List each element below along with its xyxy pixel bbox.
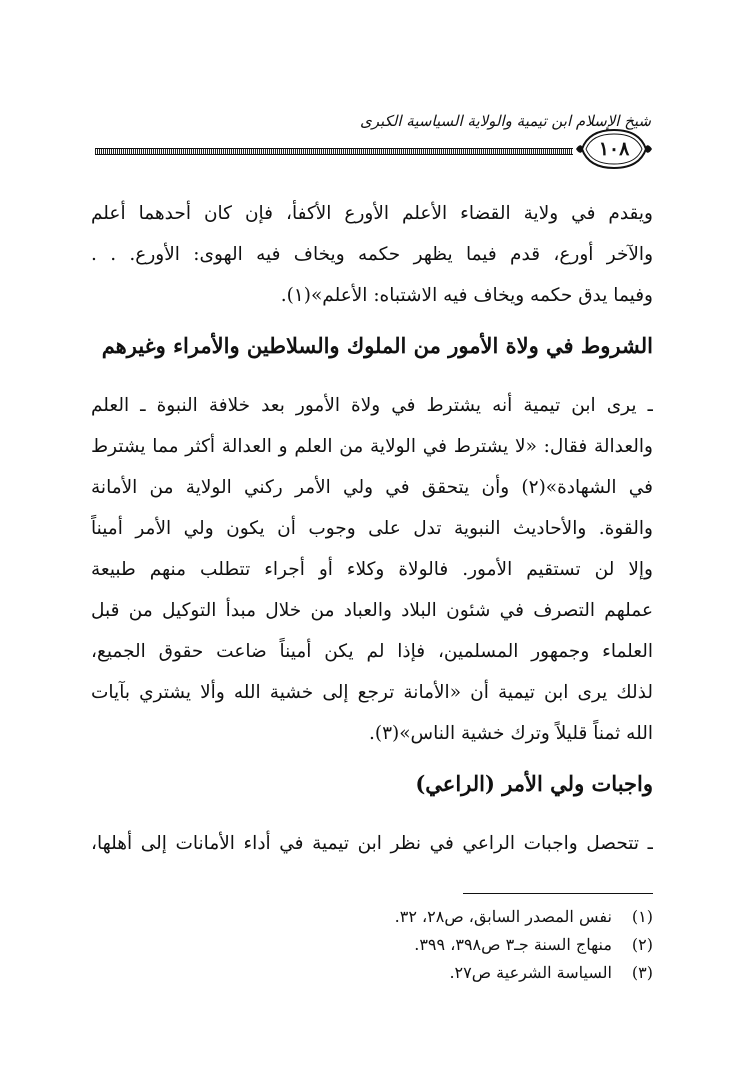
text-line: وفيما يدق حكمه ويخاف فيه الاشتباه: الأعلم»(١). [280,285,653,306]
text-line: العلماء وجمهور المسلمين، فإذا لم يكن أميناً ضاعت حقوق الجميع، [91,641,653,662]
footnote-text: نفس المصدر السابق، ص٢٨، ٣٢. [394,907,612,926]
page-number-badge [574,126,654,172]
footnote [91,959,653,987]
footnote-text: السياسة الشرعية ص٢٧. [449,963,612,982]
footnote-text: منهاج السنة جـ٣ ص٣٩٨، ٣٩٩. [414,935,612,954]
text-line: والعدالة فقال: «لا يشترط في الولاية من العلم و العدالة أكثر مما يشترط [91,436,653,457]
footnote-mark: (٣) [631,963,653,982]
text-line: ويقدم في ولاية القضاء الأعلم الأورع الأكفأ، فإن كان أحدهما أعلم [91,203,653,224]
footnote-rule [463,893,653,894]
text-line: ـ تتحصل واجبات الراعي في نظر ابن تيمية في أداء الأمانات إلى أهلها، [91,833,653,854]
text-line: في الشهادة»(٢) وأن يتحقق في ولي الأمر ركني الولاية من الأمانة [91,477,653,498]
paragraph-1 [91,193,653,316]
text-line: والقوة. والأحاديث النبوية تدل على وجوب أن يكون ولي الأمر أميناً [91,518,653,539]
section-heading: واجبات ولي الأمر (الراعي) [415,771,653,796]
page-number: ١٠٨ [598,138,630,160]
text-line: ـ يرى ابن تيمية أنه يشترط في ولاة الأمور بعد خلافة النبوة ـ العلم [91,395,653,416]
footnote [91,931,653,959]
paragraph-2 [91,385,653,754]
text-line: الله ثمناً قليلاً وترك خشية الناس»(٣). [368,723,653,744]
running-head: شيخ الإسلام ابن تيمية والولاية السياسية الكبرى [359,112,651,130]
footnote-mark: (١) [631,907,653,926]
text-line: لذلك يرى ابن تيمية أن «الأمانة ترجع إلى خشية الله وألا يشتري بآيات [91,682,653,703]
footnote [91,903,653,931]
text-line: عملهم التصرف في شئون البلاد والعباد من خلال مبدأ التوكيل من قبل [91,600,653,621]
text-line: وإلا لن تستقيم الأمور. فالولاة وكلاء أو أجراء تتطلب منهم طبيعة [91,559,653,580]
footnotes [91,903,653,987]
section-heading: الشروط في ولاة الأمور من الملوك والسلاطين والأمراء وغيرهم [101,333,653,358]
header-rule [95,148,573,155]
paragraph-3 [91,823,653,864]
text-line: والآخر أورع، قدم فيما يظهر حكمه ويخاف فيه الهوى: الأورع. . . [91,244,653,265]
footnote-mark: (٢) [631,935,653,954]
